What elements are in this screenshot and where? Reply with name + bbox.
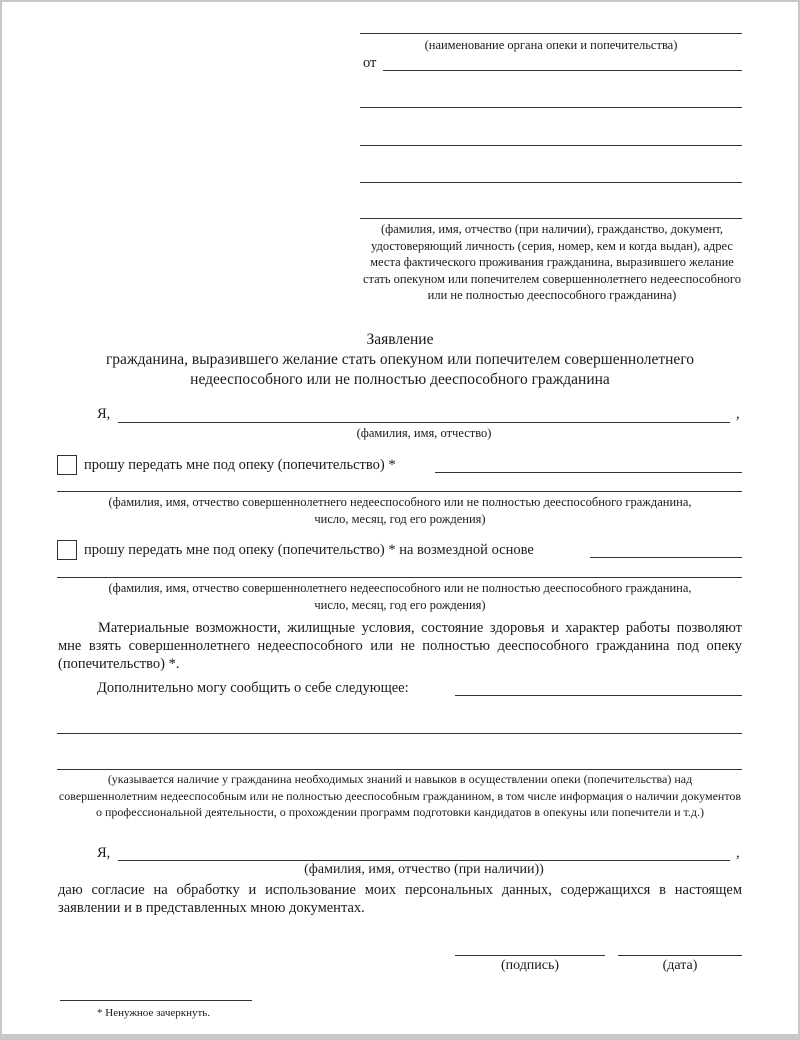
ward-name-field-paid[interactable] bbox=[590, 557, 742, 558]
ya-label: Я, bbox=[97, 406, 111, 422]
signature-field[interactable] bbox=[455, 955, 605, 956]
ward-name-field-line[interactable] bbox=[57, 491, 742, 492]
applicant-field-line[interactable] bbox=[360, 218, 742, 219]
option1-checkbox[interactable] bbox=[57, 455, 77, 475]
additional-field[interactable] bbox=[455, 695, 742, 696]
applicant-name-field[interactable] bbox=[118, 422, 730, 423]
applicant-caption: (фамилия, имя, отчество (при наличии), гражданство, документ, удостоверяющий личность (серия, номер, кем и когда выдан), адрес места фактического проживания гражданина, выразившего желание стать опекуном или попечителем совершеннолетнего недееспособного или не полностью дееспособного гражданина) bbox=[362, 222, 741, 302]
comma: , bbox=[736, 406, 740, 422]
date-caption: (дата) bbox=[662, 958, 698, 973]
document-subtitle: гражданина, выразившего желание стать опекуном или попечителем совершеннолетнего bbox=[105, 351, 695, 368]
option1-label: прошу передать мне под опеку (попечительство) * bbox=[84, 457, 396, 473]
comma: , bbox=[736, 845, 740, 861]
date-field[interactable] bbox=[618, 955, 742, 956]
applicant-name-caption: (фамилия, имя, отчество) bbox=[356, 426, 492, 440]
applicant-field-line[interactable] bbox=[360, 182, 742, 183]
applicant-field-line[interactable] bbox=[360, 145, 742, 146]
authority-field[interactable] bbox=[360, 33, 742, 34]
option2-checkbox[interactable] bbox=[57, 540, 77, 560]
footnote-divider bbox=[60, 1000, 252, 1001]
option2-caption: (фамилия, имя, отчество совершеннолетнего недееспособного или не полностью дееспособного гражданина, число, месяц, год его рождения) bbox=[108, 581, 692, 612]
applicant-field-line[interactable] bbox=[360, 107, 742, 108]
from-field[interactable] bbox=[383, 70, 742, 71]
footnote: * Ненужное зачеркнуть. bbox=[97, 1007, 211, 1019]
additional-field-line[interactable] bbox=[57, 769, 742, 770]
consent-name-field[interactable] bbox=[118, 860, 730, 861]
ward-name-field-paid-line[interactable] bbox=[57, 577, 742, 578]
document-title: Заявление bbox=[366, 331, 434, 348]
statement-paragraph: Материальные возможности, жилищные условия, состояние здоровья и характер работы позволяют мне взять совершеннолетнего недееспособного или не полностью дееспособного гражданина под опеку (попечительство) *. bbox=[58, 620, 742, 672]
additional-label: Дополнительно могу сообщить о себе следующее: bbox=[97, 680, 409, 696]
option2-label: прошу передать мне под опеку (попечительство) * на возмездной основе bbox=[84, 542, 534, 558]
authority-caption: (наименование органа опеки и попечительства) bbox=[424, 38, 678, 52]
document-subtitle: недееспособного или не полностью дееспособного гражданина bbox=[190, 371, 610, 388]
additional-field-line[interactable] bbox=[57, 733, 742, 734]
ward-name-field[interactable] bbox=[435, 472, 742, 473]
option1-caption: (фамилия, имя, отчество совершеннолетнего недееспособного или не полностью дееспособного гражданина, число, месяц, год его рождения) bbox=[108, 495, 692, 526]
consent-ya-label: Я, bbox=[97, 845, 111, 861]
signature-caption: (подпись) bbox=[500, 958, 560, 973]
consent-paragraph: даю согласие на обработку и использование моих персональных данных, содержащихся в настоящем заявлении и в представленных мною документах. bbox=[58, 882, 742, 916]
from-label: от bbox=[363, 55, 377, 71]
additional-caption: (указывается наличие у гражданина необходимых знаний и навыков в осуществлении опеки (попечительства) над совершеннолетним недееспособным или не полностью дееспособным гражданином, в том числе информация о наличии документов о профессиональной деятельности, о прохождении программ подготовки кандидатов в опекуны или попечители и т.д.) bbox=[58, 772, 742, 819]
consent-name-caption: (фамилия, имя, отчество (при наличии)) bbox=[304, 862, 544, 877]
